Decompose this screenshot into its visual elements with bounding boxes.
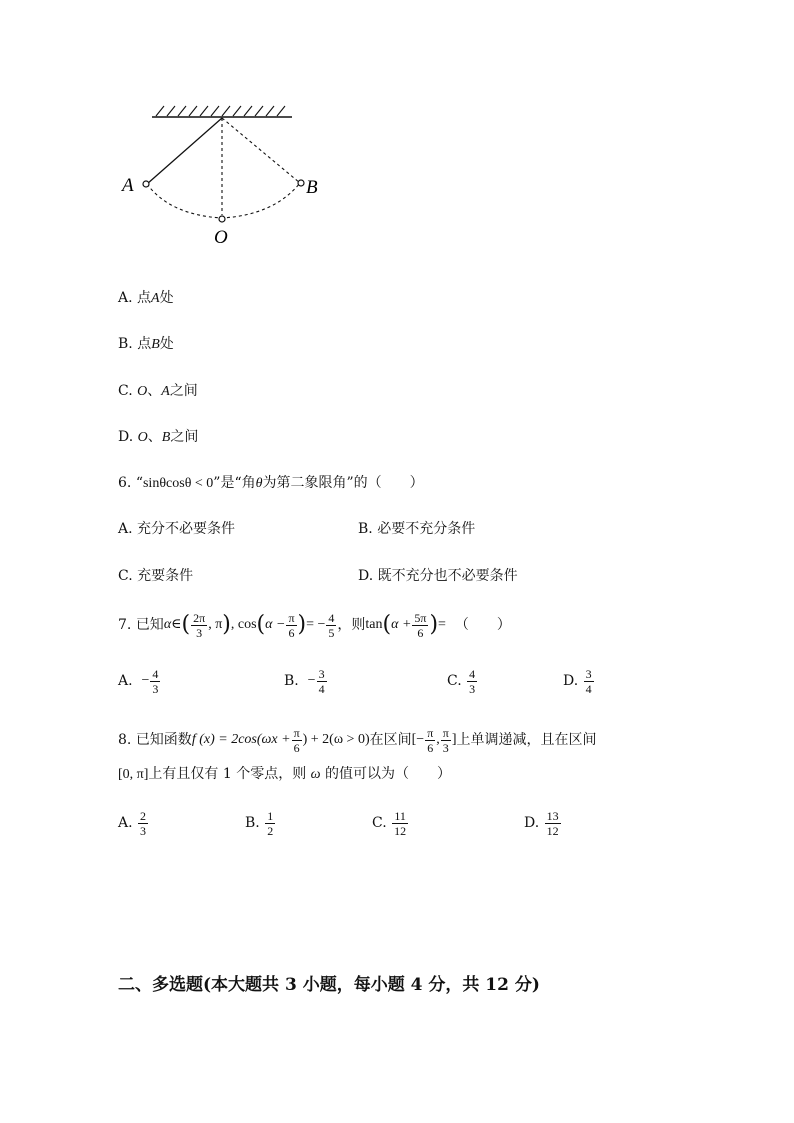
q6-stem: 6. “sinθcosθ < 0”是“角θ为第二象限角”的（ ）	[118, 475, 424, 491]
q8-stem-line1: 8. 已知函数 f (x) = 2cos(ωx + $\frac{\pi}{6}$ ) + 2(ω > 0) 在区间 [− $\frac{\pi}{6}$ , $\frac{\pi}{3}$ ] 上单调递减，且在区间	[118, 725, 597, 755]
ceiling-hatch	[156, 106, 285, 116]
q8-option-b: B. $\frac{1}{2}$	[245, 808, 274, 838]
point-b	[298, 180, 304, 186]
q8-frac-pi-6: $\frac{\pi}{6}$	[293, 725, 300, 755]
string-to-a	[147, 118, 222, 184]
q7-frac-pi-6: $\frac{\pi}{6}$	[288, 610, 295, 640]
q7-option-c: C. $\frac{4}{3}$	[447, 666, 476, 696]
label-a: A	[122, 175, 134, 196]
q7-option-b: B. − $\frac{3}{4}$	[284, 666, 325, 696]
q6-option-a: A. 充分不必要条件	[118, 521, 236, 537]
q5-option-b: B. 点B处	[118, 336, 174, 352]
label-o: O	[214, 227, 228, 248]
q6-option-c: C. 充要条件	[118, 568, 194, 584]
q5-option-c: C. O、A之间	[118, 383, 198, 399]
q7-frac-5pi-6: $\frac{5\pi}{6}$	[414, 610, 427, 640]
q7-option-d: D. $\frac{3}{4}$	[563, 666, 592, 696]
string-to-b	[222, 118, 300, 183]
q8-option-a: A. $\frac{2}{3}$	[118, 808, 147, 838]
swing-arc	[147, 183, 300, 218]
q8-option-c: C. $\frac{11}{12}$	[372, 808, 407, 838]
point-o	[219, 216, 225, 222]
q7-frac-4-5: $\frac{4}{5}$	[328, 610, 335, 640]
q8-stem-line2: [0, π]上有且仅有 1 个零点，则 ω 的值可以为（ ）	[118, 766, 452, 782]
pendulum-figure	[110, 95, 330, 255]
point-a	[143, 181, 149, 187]
q5-option-d: D. O、B之间	[118, 429, 199, 445]
q7-frac-2pi-3: $\frac{2\pi}{3}$	[193, 610, 206, 640]
q7-option-a: A. − $\frac{4}{3}$	[118, 666, 159, 696]
q5-option-a: A. 点A处	[118, 290, 174, 306]
label-b: B	[306, 177, 318, 198]
q7-stem: 7. 已知 α ∈ ( $\frac{2\pi}{3}$ , π ) , cos ( α − $\frac{\pi}{6}$ ) = − $\frac{4}{5}$ ，则 tan ( α + $\frac{5\pi}{6}$ ) = （ ）	[118, 610, 511, 640]
q6-option-b: B. 必要不充分条件	[358, 521, 476, 537]
section-2-heading: 二、多选题(本大题共 3 小题，每小题 4 分，共 12 分)	[118, 975, 540, 995]
q8-option-d: D. $\frac{13}{12}$	[524, 808, 559, 838]
q6-option-d: D. 既不充分也不必要条件	[358, 568, 518, 584]
